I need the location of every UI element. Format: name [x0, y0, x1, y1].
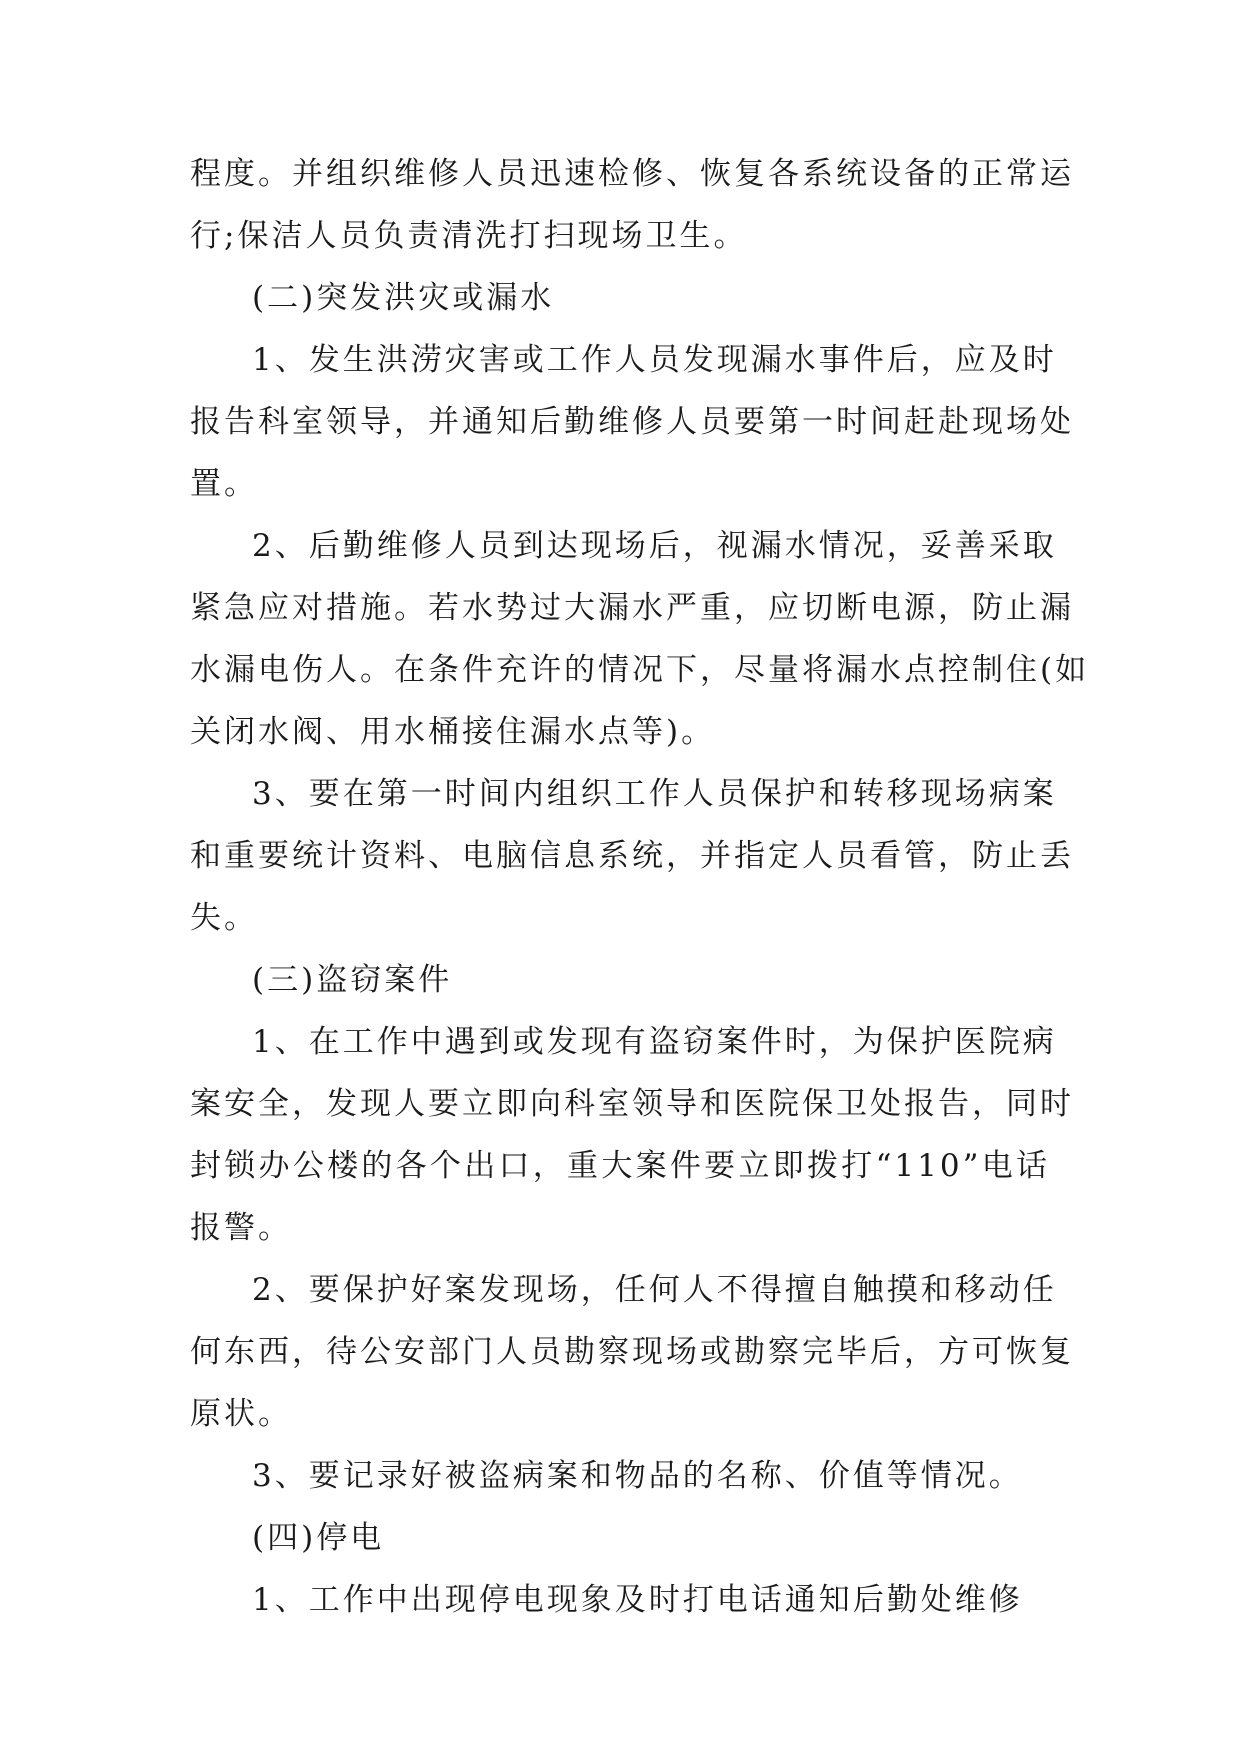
paragraph-line: 2、要保护好案发现场，任何人不得擅自触摸和移动任	[252, 1272, 1057, 1308]
paragraph-line: 紧急应对措施。若水势过大漏水严重，应切断电源，防止漏	[190, 590, 1074, 626]
section-heading: (二)突发洪灾或漏水	[252, 280, 555, 316]
paragraph-line: 3、要记录好被盗病案和物品的名称、价值等情况。	[252, 1458, 1023, 1494]
paragraph-line: 置。	[190, 466, 258, 502]
paragraph-line: 报告科室领导，并通知后勤维修人员要第一时间赶赴现场处	[190, 404, 1074, 440]
paragraph-line: 1、在工作中遇到或发现有盗窃案件时，为保护医院病	[252, 1024, 1057, 1060]
paragraph-line: 水漏电伤人。在条件充许的情况下，尽量将漏水点控制住(如	[190, 652, 1090, 688]
paragraph-line: 和重要统计资料、电脑信息系统，并指定人员看管，防止丢	[190, 838, 1074, 874]
paragraph-line: 关闭水阀、用水桶接住漏水点等)。	[190, 714, 716, 750]
paragraph-line: 失。	[190, 900, 258, 936]
paragraph-line: 1、发生洪涝灾害或工作人员发现漏水事件后，应及时	[252, 342, 1057, 378]
section-heading: (三)盗窃案件	[252, 962, 453, 998]
paragraph-line: 程度。并组织维修人员迅速检修、恢复各系统设备的正常运	[190, 156, 1074, 192]
paragraph-line: 封锁办公楼的各个出口，重大案件要立即拨打“110”电话	[190, 1148, 1050, 1184]
paragraph-line: 1、工作中出现停电现象及时打电话通知后勤处维修	[252, 1582, 1023, 1618]
paragraph-line: 2、后勤维修人员到达现场后，视漏水情况，妥善采取	[252, 528, 1057, 564]
paragraph-line: 案安全，发现人要立即向科室领导和医院保卫处报告，同时	[190, 1086, 1074, 1122]
paragraph-line: 3、要在第一时间内组织工作人员保护和转移现场病案	[252, 776, 1057, 812]
section-heading: (四)停电	[252, 1520, 385, 1556]
paragraph-line: 何东西，待公安部门人员勘察现场或勘察完毕后，方可恢复	[190, 1334, 1074, 1370]
paragraph-line: 原状。	[190, 1396, 292, 1432]
paragraph-line: 行;保洁人员负责清洗打扫现场卫生。	[190, 218, 748, 254]
paragraph-line: 报警。	[190, 1210, 292, 1246]
